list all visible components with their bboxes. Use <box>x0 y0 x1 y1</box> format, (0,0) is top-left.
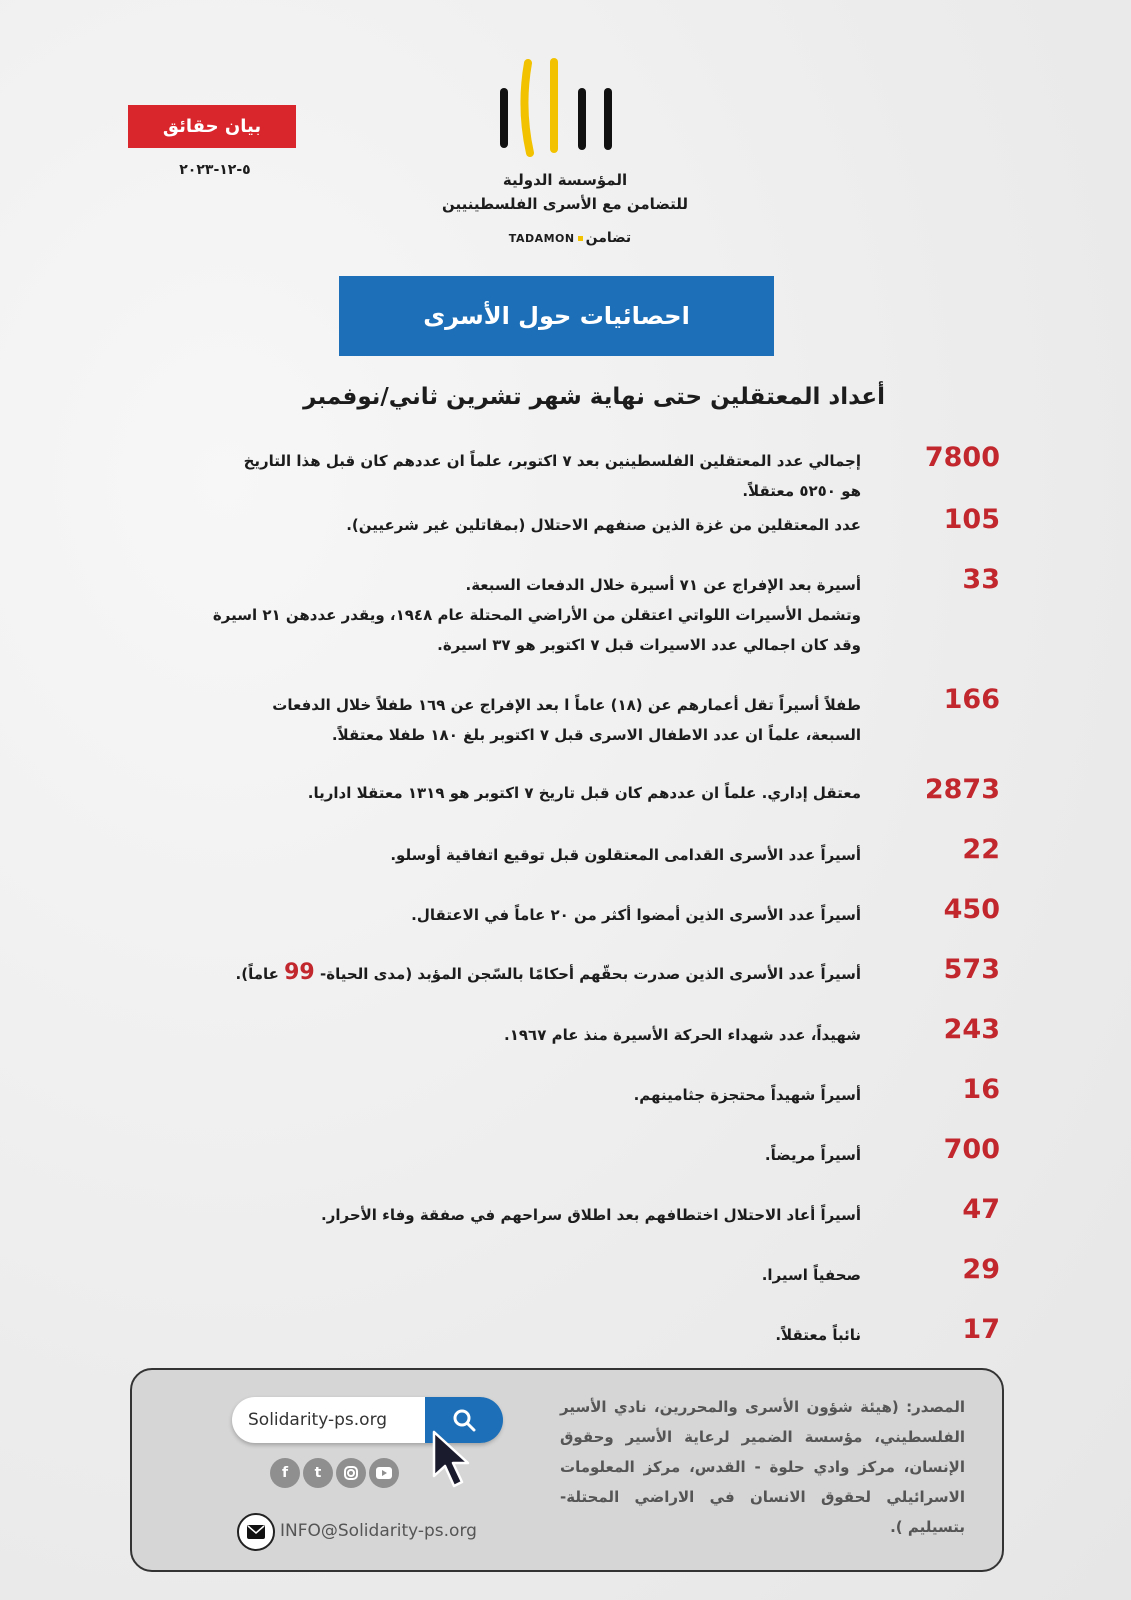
org-line-2: للتضامن مع الأسرى الفلسطينيين <box>442 195 688 213</box>
facebook-icon[interactable]: f <box>270 1458 300 1488</box>
stat-number: 573 <box>943 954 1000 985</box>
stat-description: نائباً معتقلاً. <box>775 1326 861 1344</box>
website-link[interactable]: Solidarity-ps.org <box>248 1410 388 1430</box>
page-subtitle: أعداد المعتقلين حتى نهاية شهر تشرين ثاني/نوفمبر <box>303 384 885 410</box>
organization-name <box>420 168 710 216</box>
stat-highlight: 99 <box>284 960 315 985</box>
tadamon-logo-icon <box>500 58 630 158</box>
twitter-icon[interactable]: t <box>303 1458 333 1488</box>
stat-line: هو ٥٢٥٠ معتقلاً. <box>742 482 861 500</box>
stat-description: عدد المعتقلين من غزة الذين صنفهم الاحتلال (بمقاتلين غير شرعيين). <box>346 516 861 534</box>
org-line-1: المؤسسة الدولية <box>502 171 628 189</box>
stat-number: 2873 <box>924 774 1000 805</box>
stat-number: 450 <box>943 894 1000 925</box>
stat-line: وقد كان اجمالي عدد الاسيرات قبل ٧ اكتوبر هو ٣٧ اسيرة. <box>437 636 861 654</box>
stat-description <box>141 446 861 506</box>
stat-line: أسيراً عدد الأسرى الذين صدرت بحقّهم أحكامًا بالسّجن المؤبد (مدى الحياة- <box>319 965 861 983</box>
stat-line: وتشمل الأسيرات اللواتي اعتقلن من الأراضي المحتلة عام ١٩٤٨، ويقدر عددهن ٢١ اسيرة <box>212 606 861 624</box>
stat-line: إجمالي عدد المعتقلين الفلسطينين بعد ٧ اكتوبر، علماً ان عددهم كان قبل هذا التاريخ <box>243 452 861 470</box>
stat-description: شهيداً، عدد شهداء الحركة الأسيرة منذ عام ١٩٦٧. <box>504 1026 861 1044</box>
publication-date: ٥-١٢-٢٠٢٣ <box>179 162 251 178</box>
email-link[interactable]: INFO@Solidarity-ps.org <box>280 1521 477 1541</box>
fact-sheet-badge: بيان حقائق <box>128 105 296 148</box>
stat-number: 33 <box>962 564 1000 595</box>
stat-description: أسيراً عدد الأسرى الذين أمضوا أكثر من ٢٠ عاماً في الاعتقال. <box>411 906 861 924</box>
stat-description <box>141 690 861 750</box>
stat-number: 7800 <box>924 442 1000 473</box>
source-text: المصدر: (هيئة شؤون الأسرى والمحررين، نادي الأسير الفلسطيني، مؤسسة الضمير لرعاية الأسير وحقوق الإنسان، مركز وادي حلوة - القدس، مركز المعلومات الاسرائيلي لحقوق الانسان في الاراضي المحتلة- بتسيليم ). <box>560 1398 965 1536</box>
stat-number: 17 <box>962 1314 1000 1345</box>
search-icon <box>452 1408 476 1432</box>
stat-description: صحفياً اسيرا. <box>761 1266 861 1284</box>
stat-number: 29 <box>962 1254 1000 1285</box>
brand-arabic: تضامن <box>585 230 632 246</box>
email-icon <box>237 1513 275 1551</box>
stat-line: السبعة، علماً ان عدد الاطفال الاسرى قبل ٧ اكتوبر بلغ ١٨٠ طفلا معتقلاً. <box>331 726 861 744</box>
stat-number: 105 <box>943 504 1000 535</box>
brand-latin: TADAMON <box>508 232 575 245</box>
stat-line: أسيرة بعد الإفراج عن ٧١ أسيرة خلال الدفعات السبعة. <box>465 576 861 594</box>
brand-line <box>470 226 670 251</box>
stat-number: 166 <box>943 684 1000 715</box>
stat-line: عاماً). <box>235 965 279 983</box>
stat-number: 16 <box>962 1074 1000 1105</box>
stat-line: طفلاً أسيراً تقل أعمارهم عن (١٨) عاماً ا بعد الإفراج عن ١٦٩ طفلاً خلال الدفعات <box>272 696 861 714</box>
stat-number: 22 <box>962 834 1000 865</box>
stat-description: أسيراً شهيداً محتجزة جثامينهم. <box>633 1086 861 1104</box>
stat-description: معتقل إداري. علماً ان عددهم كان قبل تاريخ ٧ اكتوبر هو ١٣١٩ معتقلا اداريا. <box>307 784 861 802</box>
stat-description <box>141 958 861 989</box>
cursor-icon <box>432 1430 472 1490</box>
stat-number: 47 <box>962 1194 1000 1225</box>
stat-description: أسيراً مريضاً. <box>764 1146 861 1164</box>
stat-number: 243 <box>943 1014 1000 1045</box>
stat-description: أسيراً عدد الأسرى القدامى المعتقلون قبل توقيع اتفاقية أوسلو. <box>390 846 861 864</box>
stat-number: 700 <box>943 1134 1000 1165</box>
brand-dot-icon <box>578 236 583 241</box>
stat-description: أسيراً أعاد الاحتلال اختطافهم بعد اطلاق سراحهم في صفقة وفاء الأحرار. <box>321 1206 861 1224</box>
page-title: احصائيات حول الأسرى <box>339 276 774 356</box>
youtube-icon[interactable] <box>369 1458 399 1488</box>
social-links <box>270 1458 405 1490</box>
instagram-icon[interactable] <box>336 1458 366 1488</box>
stat-description <box>141 570 861 660</box>
